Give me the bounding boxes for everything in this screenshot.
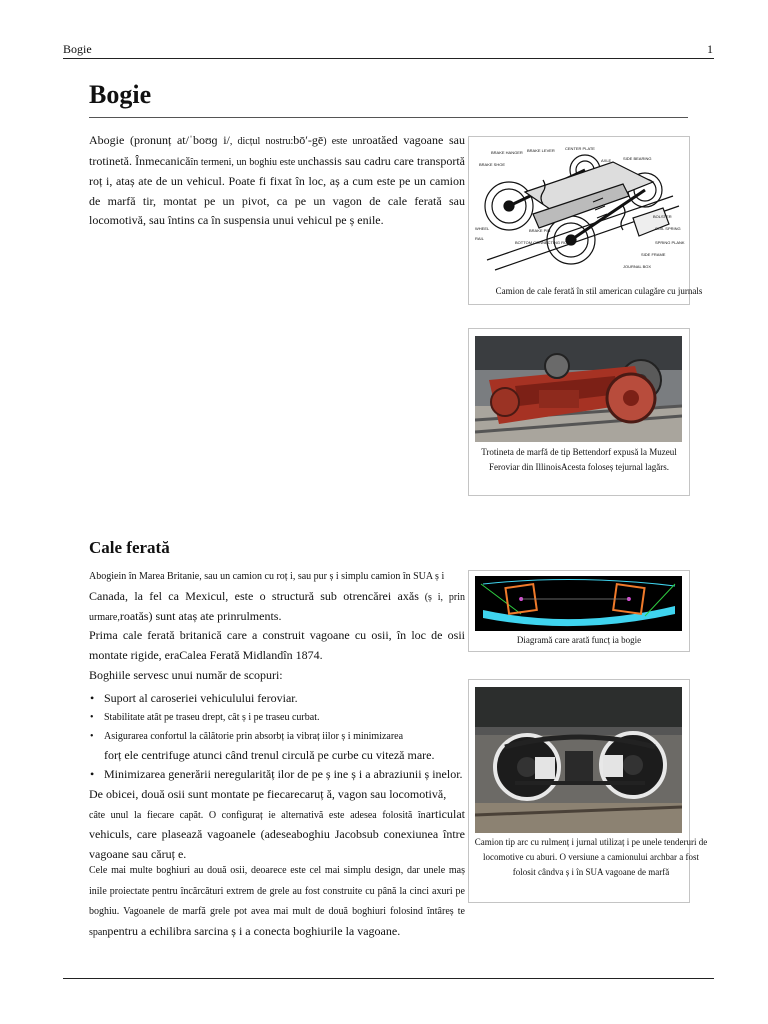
figure-bogie-function-diagram bbox=[468, 570, 690, 652]
list-item-continued: forț ele centrifuge atunci când trenul circulă pe curbe cu viteză mare. bbox=[104, 748, 435, 762]
figure-truck-diagram bbox=[468, 136, 703, 305]
running-header bbox=[63, 42, 715, 57]
title-rule bbox=[89, 117, 688, 118]
paragraph-heavy-loads: Cele mai multe boghiuri au două osii, deoarece este cel mai simplu design, dar unele maș inile proiectate pentru încărcături extrem de grele au fost construite cu până la cinci axuri pe boghiu. Vagoanele de marfă grele pot avea mai mult de două boghiuri folosind întâreș te spanpentru a echilibra sarcina ș i a conecta boghiurile la vagoane. bbox=[89, 865, 465, 938]
label-rail: RAIL bbox=[475, 236, 484, 241]
paragraph-history: Prima cale ferată britanică care a construit vagoane cu osii, în loc de osii montate rigide, eraCalea Ferată Midlandîn 1874. bbox=[89, 628, 465, 662]
list-item: • Suport al caroseriei vehiculului feroviar. bbox=[89, 689, 489, 708]
bettendorf-truck-photo bbox=[475, 336, 682, 442]
paragraph-purposes: Boghiile servesc unui număr de scopuri: bbox=[89, 668, 283, 682]
archbar-truck-photo bbox=[475, 687, 682, 833]
label-brake-shoe: BRAKE SHOE bbox=[479, 162, 506, 167]
label-spring-plank: SPRING PLANK bbox=[655, 240, 685, 245]
label-bolster: BOLSTER bbox=[653, 214, 672, 219]
intro-paragraph: Abogie (pronunț at/ˈboʊɡ i/, dicțul nostru:bō′-gē) este unroatăed vagoane sau trotinetă. Înmecanicăîn termeni, un boghiu este unchassis sau cadru care transportă roț i, ataș ate de un vehicul. Poate fi fixat în loc, aș a cum este pe un camion de marfă tir, montat pe un pivot, ca pe un vagon de cale ferată sau locomotivă, sau întins ca în suspensia unui vehicul pe ș enile. bbox=[89, 133, 465, 227]
list-item: • Minimizarea generării neregularităț ilor de pe ș ine ș i a abraziunii ș inelor. bbox=[89, 765, 489, 784]
footer-rule bbox=[63, 978, 714, 979]
header-rule bbox=[63, 58, 714, 59]
paragraph-definition: Abogiein în Marea Britanie, sau un camion cu roț i, sau pur ș i simplu camion în SUA ș i Canada, la fel ca Mexicul, este o structură sub otrencărei axăs (ș i, prin urmare,roatăs) sunt ataș ate prinrulments. bbox=[89, 571, 466, 623]
figure-caption: Camion de cale ferată în stil american culagăre cu jurnals bbox=[495, 286, 703, 296]
label-brake-lever: BRAKE LEVER bbox=[527, 148, 555, 153]
paragraph-axles: De obicei, două osii sunt montate pe fiecarecaruț ă, vagon sau locomotivă, câte unul la fiecare capăt. O configuraț ie alternativă este adesea folosită înarticulat vehiculs, care plasează vagoanele (adeseaboghiu Jacobsub conexiunea între vagoane sau căruț e. bbox=[89, 787, 465, 861]
label-bottom-connecting-rod: BOTTOM CONNECTING ROD bbox=[515, 240, 571, 245]
label-journal-box: JOURNAL BOX bbox=[623, 264, 652, 269]
list-item: • Asigurarea confortul la călătorie prin absorbț ia vibraț iilor ș i minimizarea bbox=[89, 727, 489, 746]
figure-caption: Diagramă care arată funcț ia bogie bbox=[516, 635, 642, 645]
list-item: • Stabilitate atât pe traseu drept, cât ș i pe traseu curbat. bbox=[89, 708, 489, 727]
label-brake-pin: BRAKE PIN bbox=[529, 228, 551, 233]
label-center-plate: CENTER PLATE bbox=[565, 146, 595, 151]
label-side-frame: SIDE FRAME bbox=[641, 252, 666, 257]
page-number: 1 bbox=[707, 42, 713, 56]
label-axle: AXLE bbox=[601, 158, 612, 163]
article-title: Bogie bbox=[89, 80, 152, 109]
running-title: Bogie bbox=[63, 42, 92, 56]
label-side-bearing: SIDE BEARING bbox=[623, 156, 652, 161]
label-wheel: WHEEL bbox=[475, 226, 490, 231]
figure-caption: Trotineta de marfă de tip Bettendorf expusă la Muzeul Feroviar din IllinoisAcesta foloseș tejurnal lagărs. bbox=[481, 447, 677, 472]
section-heading: Cale ferată bbox=[89, 538, 170, 557]
truck-diagram-image bbox=[473, 140, 685, 280]
bogie-function-diagram bbox=[475, 576, 682, 631]
figure-archbar-photo bbox=[468, 679, 708, 903]
label-coil-spring: COIL SPRING bbox=[655, 226, 681, 231]
label-brake-hanger: BRAKE HANGER bbox=[491, 150, 523, 155]
figure-caption: Camion tip arc cu rulmenț i jurnal utilizaț i pe unele tenderuri de locomotive cu aburi. O versiune a camionului archbar a fost folosit cândva ș i în SUA vagoane de marfă bbox=[474, 837, 708, 877]
purposes-list bbox=[89, 689, 489, 784]
figure-bettendorf-photo bbox=[468, 328, 690, 496]
